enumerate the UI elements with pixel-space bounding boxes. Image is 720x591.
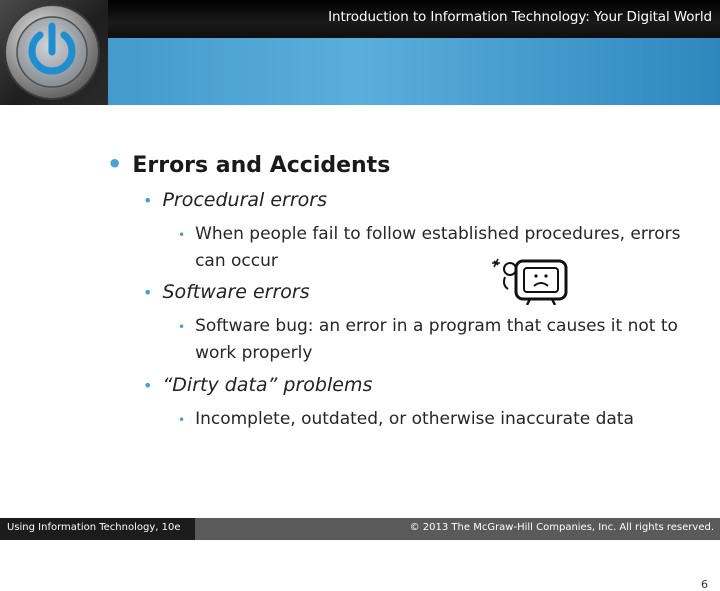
bullet-label: “Dirty data” problems — [162, 374, 373, 396]
bullet-procedural-errors — [143, 189, 327, 211]
bullet-dot: • — [178, 320, 186, 334]
footer-left-bar — [0, 518, 195, 540]
slide-header — [0, 0, 720, 105]
page-number: 6 — [701, 578, 708, 591]
heading-bullet — [107, 150, 390, 178]
sub-bullet-procedural-errors — [178, 221, 688, 275]
footer-book-title: Using Information Technology, 10e — [7, 522, 181, 533]
bullet-detail: When people fail to follow established procedures, errors can occur — [195, 224, 681, 271]
logo-panel — [0, 0, 108, 105]
bullet-detail: Incomplete, outdated, or otherwise inaccurate data — [195, 409, 634, 429]
bullet-label: Procedural errors — [162, 189, 327, 211]
header-title: Introduction to Information Technology: Your Digital World — [328, 9, 712, 25]
bullet-dot: • — [143, 191, 153, 210]
sad-computer-icon — [490, 255, 572, 305]
slide-heading: Errors and Accidents — [132, 153, 391, 178]
power-button-icon — [2, 2, 106, 103]
footer-right-bar — [195, 518, 720, 540]
header-blue-band — [0, 38, 720, 105]
bullet-detail: Software bug: an error in a program that causes it not to work properly — [195, 316, 678, 363]
bullet-dirty-data — [143, 374, 372, 396]
footer-copyright: © 2013 The McGraw-Hill Companies, Inc. All rights reserved. — [409, 522, 714, 533]
slide-footer — [0, 518, 720, 540]
bullet-software-errors — [143, 281, 310, 303]
bullet-label: Software errors — [162, 281, 310, 303]
sub-bullet-dirty-data — [178, 406, 688, 434]
bullet-dot: • — [178, 413, 186, 427]
bullet-dot: • — [107, 150, 123, 178]
bullet-dot: • — [178, 228, 186, 242]
bullet-dot: • — [143, 283, 153, 302]
sub-bullet-software-errors — [178, 313, 688, 367]
bullet-dot: • — [143, 376, 153, 395]
